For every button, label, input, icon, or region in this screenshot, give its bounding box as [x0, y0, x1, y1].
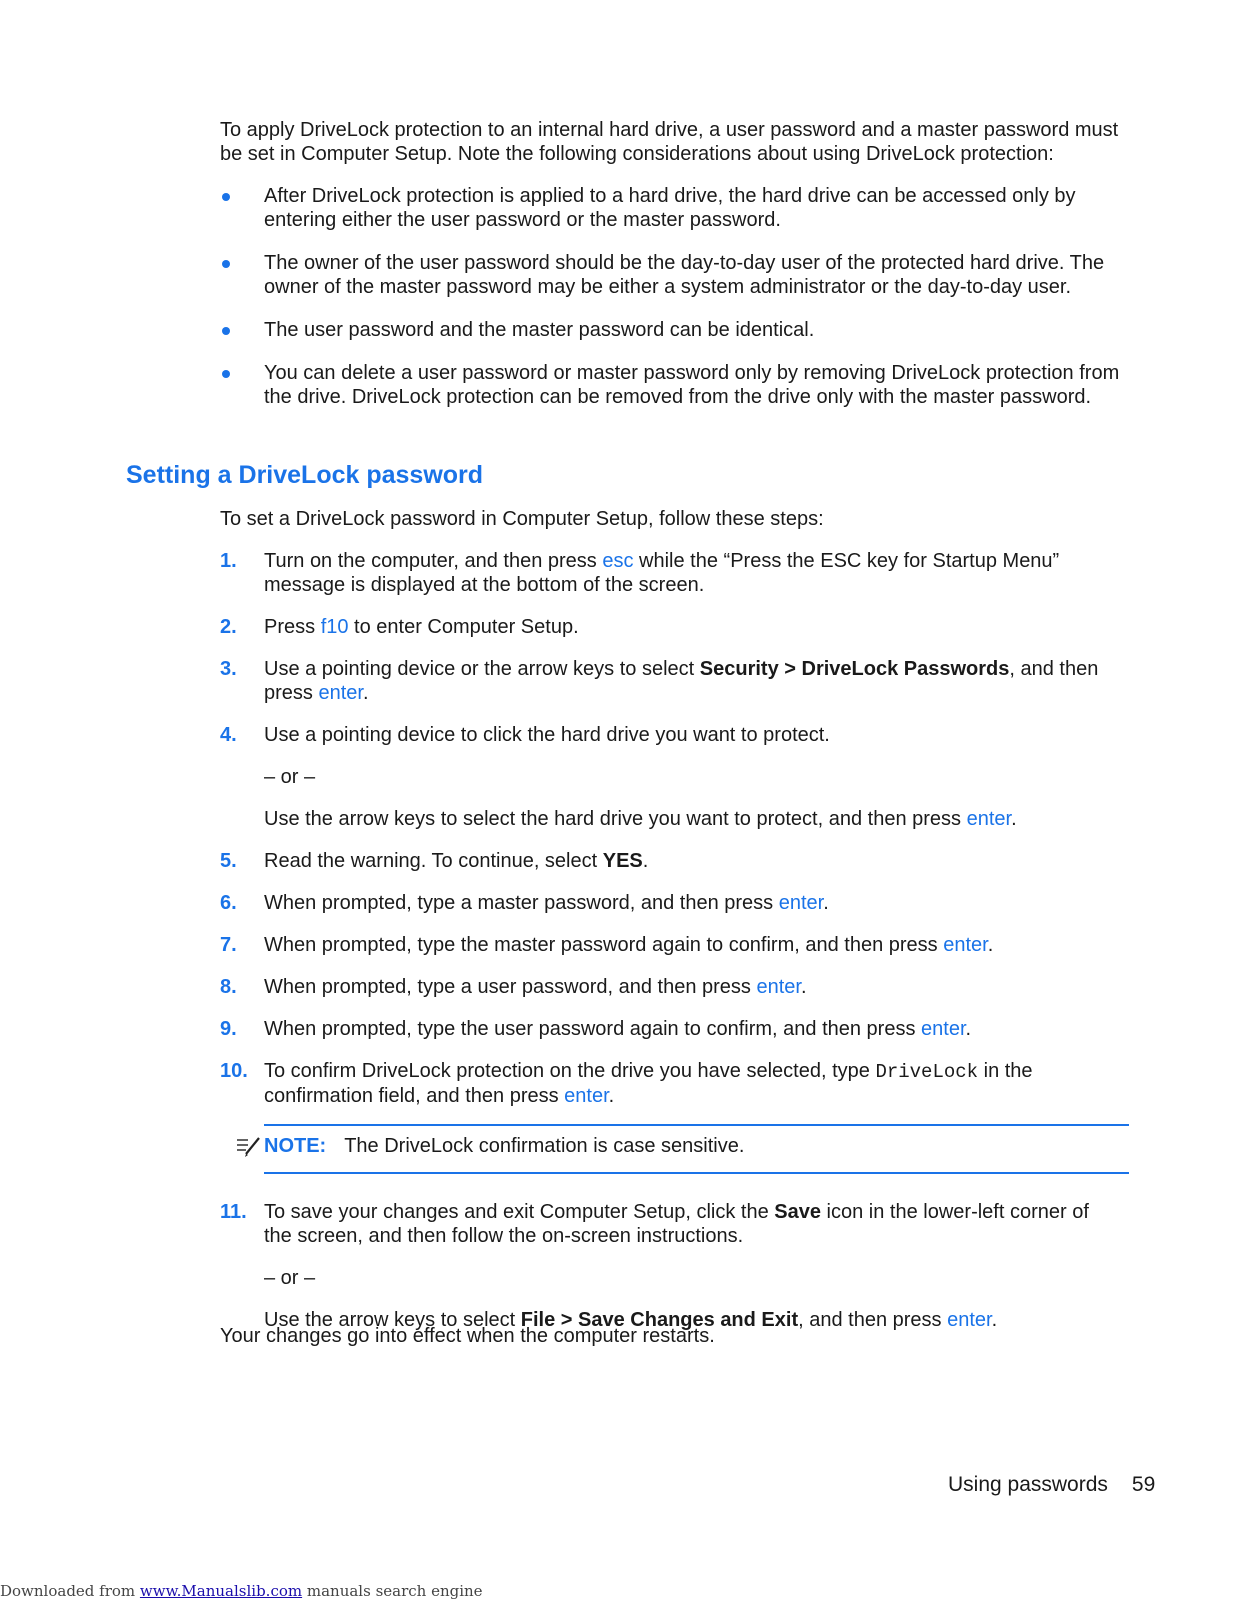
step-11-alternative: Use the arrow keys to select File > Save Changes and Exit, and then press enter.: [264, 1309, 998, 1331]
step-8: 8. When prompted, type a user password, and then press enter.: [220, 976, 807, 998]
code-text: DriveLock: [875, 1061, 979, 1083]
bullet-icon: [222, 327, 230, 335]
page-footer: [948, 1473, 1155, 1497]
key-enter: enter: [564, 1085, 609, 1107]
note-label: NOTE:: [264, 1135, 327, 1157]
step-4-alternative: Use the arrow keys to select the hard drive you want to protect, and then press enter.: [264, 808, 1017, 830]
list-item: The owner of the user password should be the day-to-day user of the protected hard drive. The owner of the master password may be either a system administrator or the day-to-day user.: [220, 251, 1120, 299]
manualslib-link[interactable]: www.Manualslib.com: [139, 1582, 303, 1600]
or-separator: – or –: [264, 1267, 316, 1289]
step-9: 9. When prompted, type the user password again to confirm, and then press enter.: [220, 1018, 972, 1040]
step-6: 6. When prompted, type a master password, and then press enter.: [220, 892, 829, 914]
note-box: [264, 1124, 1129, 1174]
step-5: 5. Read the warning. To continue, select YES.: [220, 850, 649, 872]
list-item: The user password and the master password can be identical.: [220, 318, 1120, 342]
section-heading: Setting a DriveLock password: [126, 461, 484, 489]
bullet-icon: [222, 370, 230, 378]
list-item: After DriveLock protection is applied to a hard drive, the hard drive can be accessed only by entering either the user password or the master password.: [220, 184, 1120, 232]
closing-paragraph: Your changes go into effect when the computer restarts.: [220, 1325, 715, 1347]
key-enter: enter: [778, 892, 824, 914]
step-10: 10. To confirm DriveLock protection on the drive you have selected, type DriveLock in the confirmation field, and then press enter.: [220, 1060, 1033, 1107]
key-esc: esc: [602, 550, 634, 572]
key-f10: f10: [320, 616, 349, 638]
bullet-icon: [222, 260, 230, 268]
page-number: 59: [1131, 1473, 1156, 1496]
source-watermark: Downloaded from www.Manualslib.com manuals search engine: [0, 1582, 483, 1600]
step-1: 1. Turn on the computer, and then press esc while the “Press the ESC key for Startup Menu” message is displayed at the bottom of the screen.: [220, 550, 1060, 596]
key-enter: enter: [947, 1309, 992, 1331]
steps-list: [220, 549, 1120, 1350]
intro-paragraph: To apply DriveLock protection to an internal hard drive, a user password and a master password must be set in Computer Setup. Note the following considerations about using DriveLock protection:: [220, 119, 1119, 165]
considerations-list: [220, 184, 1120, 428]
key-enter: enter: [318, 682, 363, 704]
key-enter: enter: [756, 976, 801, 998]
step-11: 11. To save your changes and exit Computer Setup, click the Save icon in the lower-left corner of the screen, and then follow the on-screen instructions.: [220, 1201, 1089, 1247]
or-separator: – or –: [264, 766, 316, 788]
bullet-icon: [222, 193, 230, 201]
key-enter: enter: [921, 1018, 966, 1040]
note-text: The DriveLock confirmation is case sensitive.: [344, 1135, 745, 1157]
steps-lead: To set a DriveLock password in Computer Setup, follow these steps:: [220, 508, 824, 530]
step-3: 3. Use a pointing device or the arrow keys to select Security > DriveLock Passwords, and then press enter.: [220, 658, 1099, 704]
key-enter: enter: [966, 808, 1012, 830]
step-7: 7. When prompted, type the master password again to confirm, and then press enter.: [220, 934, 994, 956]
step-2: 2. Press f10 to enter Computer Setup.: [220, 616, 579, 638]
list-item: You can delete a user password or master password only by removing DriveLock protection from the drive. DriveLock protection can be removed from the drive only with the master password.: [220, 361, 1120, 409]
key-enter: enter: [943, 934, 988, 956]
footer-section-title: Using passwords: [948, 1473, 1108, 1496]
step-4: 4. Use a pointing device to click the hard drive you want to protect.: [220, 724, 830, 746]
note-pencil-icon: [234, 1132, 262, 1164]
